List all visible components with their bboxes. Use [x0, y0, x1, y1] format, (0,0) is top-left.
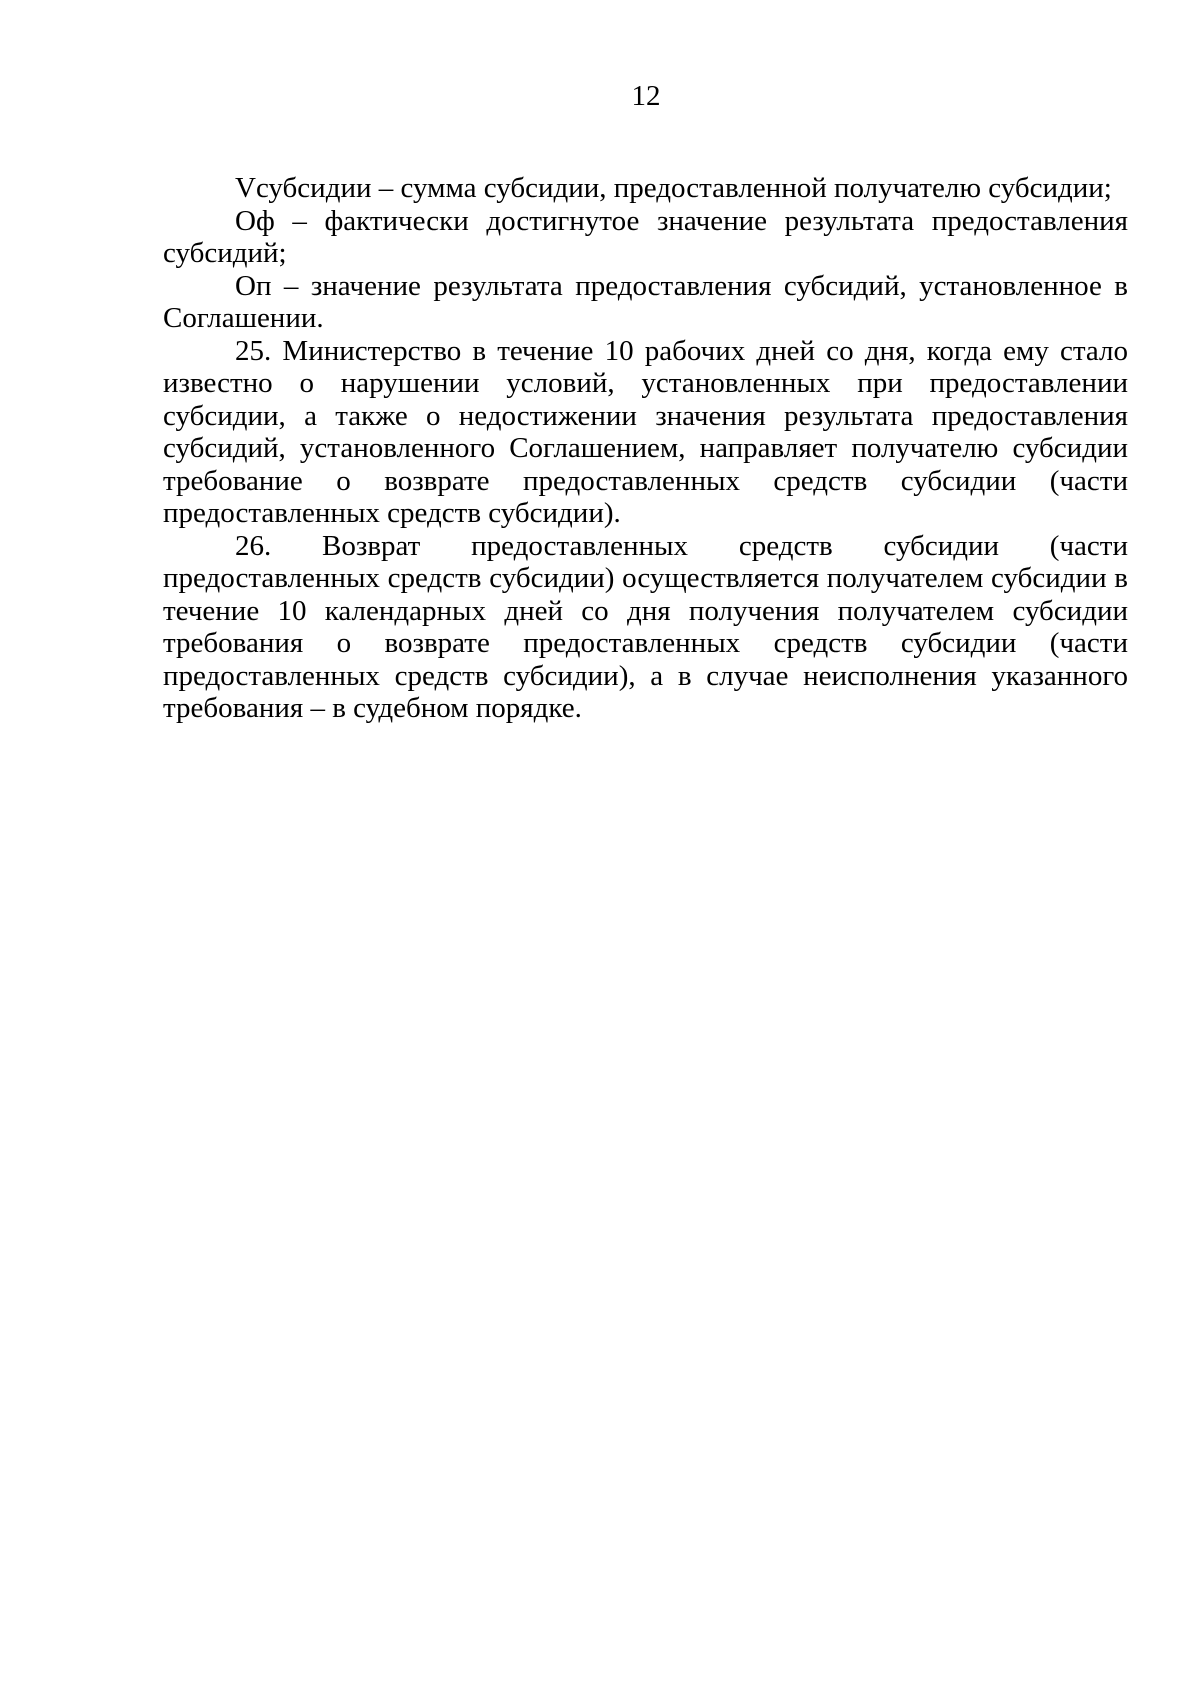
paragraph-clause-26: 26. Возврат предоставленных средств субсидии (части предоставленных средств субсидии) осуществляется получателем субсидии в течение 10 календарных дней со дня получения получателем субсидии требования о возврате предоставленных средств субсидии (части предоставленных средств субсидии), а в случае неисполнения указанного требования – в судебном порядке. — [163, 529, 1128, 724]
paragraph-of-definition: Оф – фактически достигнутое значение результата предоставления субсидий; — [163, 204, 1128, 269]
page-number: 12 — [631, 80, 661, 112]
paragraph-v-subsidy-definition: Vсубсидии – сумма субсидии, предоставленной получателю субсидии; — [235, 172, 1112, 204]
paragraph-clause-25: 25. Министерство в течение 10 рабочих дней со дня, когда ему стало известно о нарушении условий, установленных при предоставлении субсидии, а также о недостижении значения результата предоставления субсидий, установленного Соглашением, направляет получателю субсидии требование о возврате предоставленных средств субсидии (части предоставленных средств субсидии). — [163, 334, 1128, 529]
document-body — [163, 172, 1128, 725]
paragraph-op-definition: Оп – значение результата предоставления субсидий, установленное в Соглашении. — [163, 269, 1128, 334]
